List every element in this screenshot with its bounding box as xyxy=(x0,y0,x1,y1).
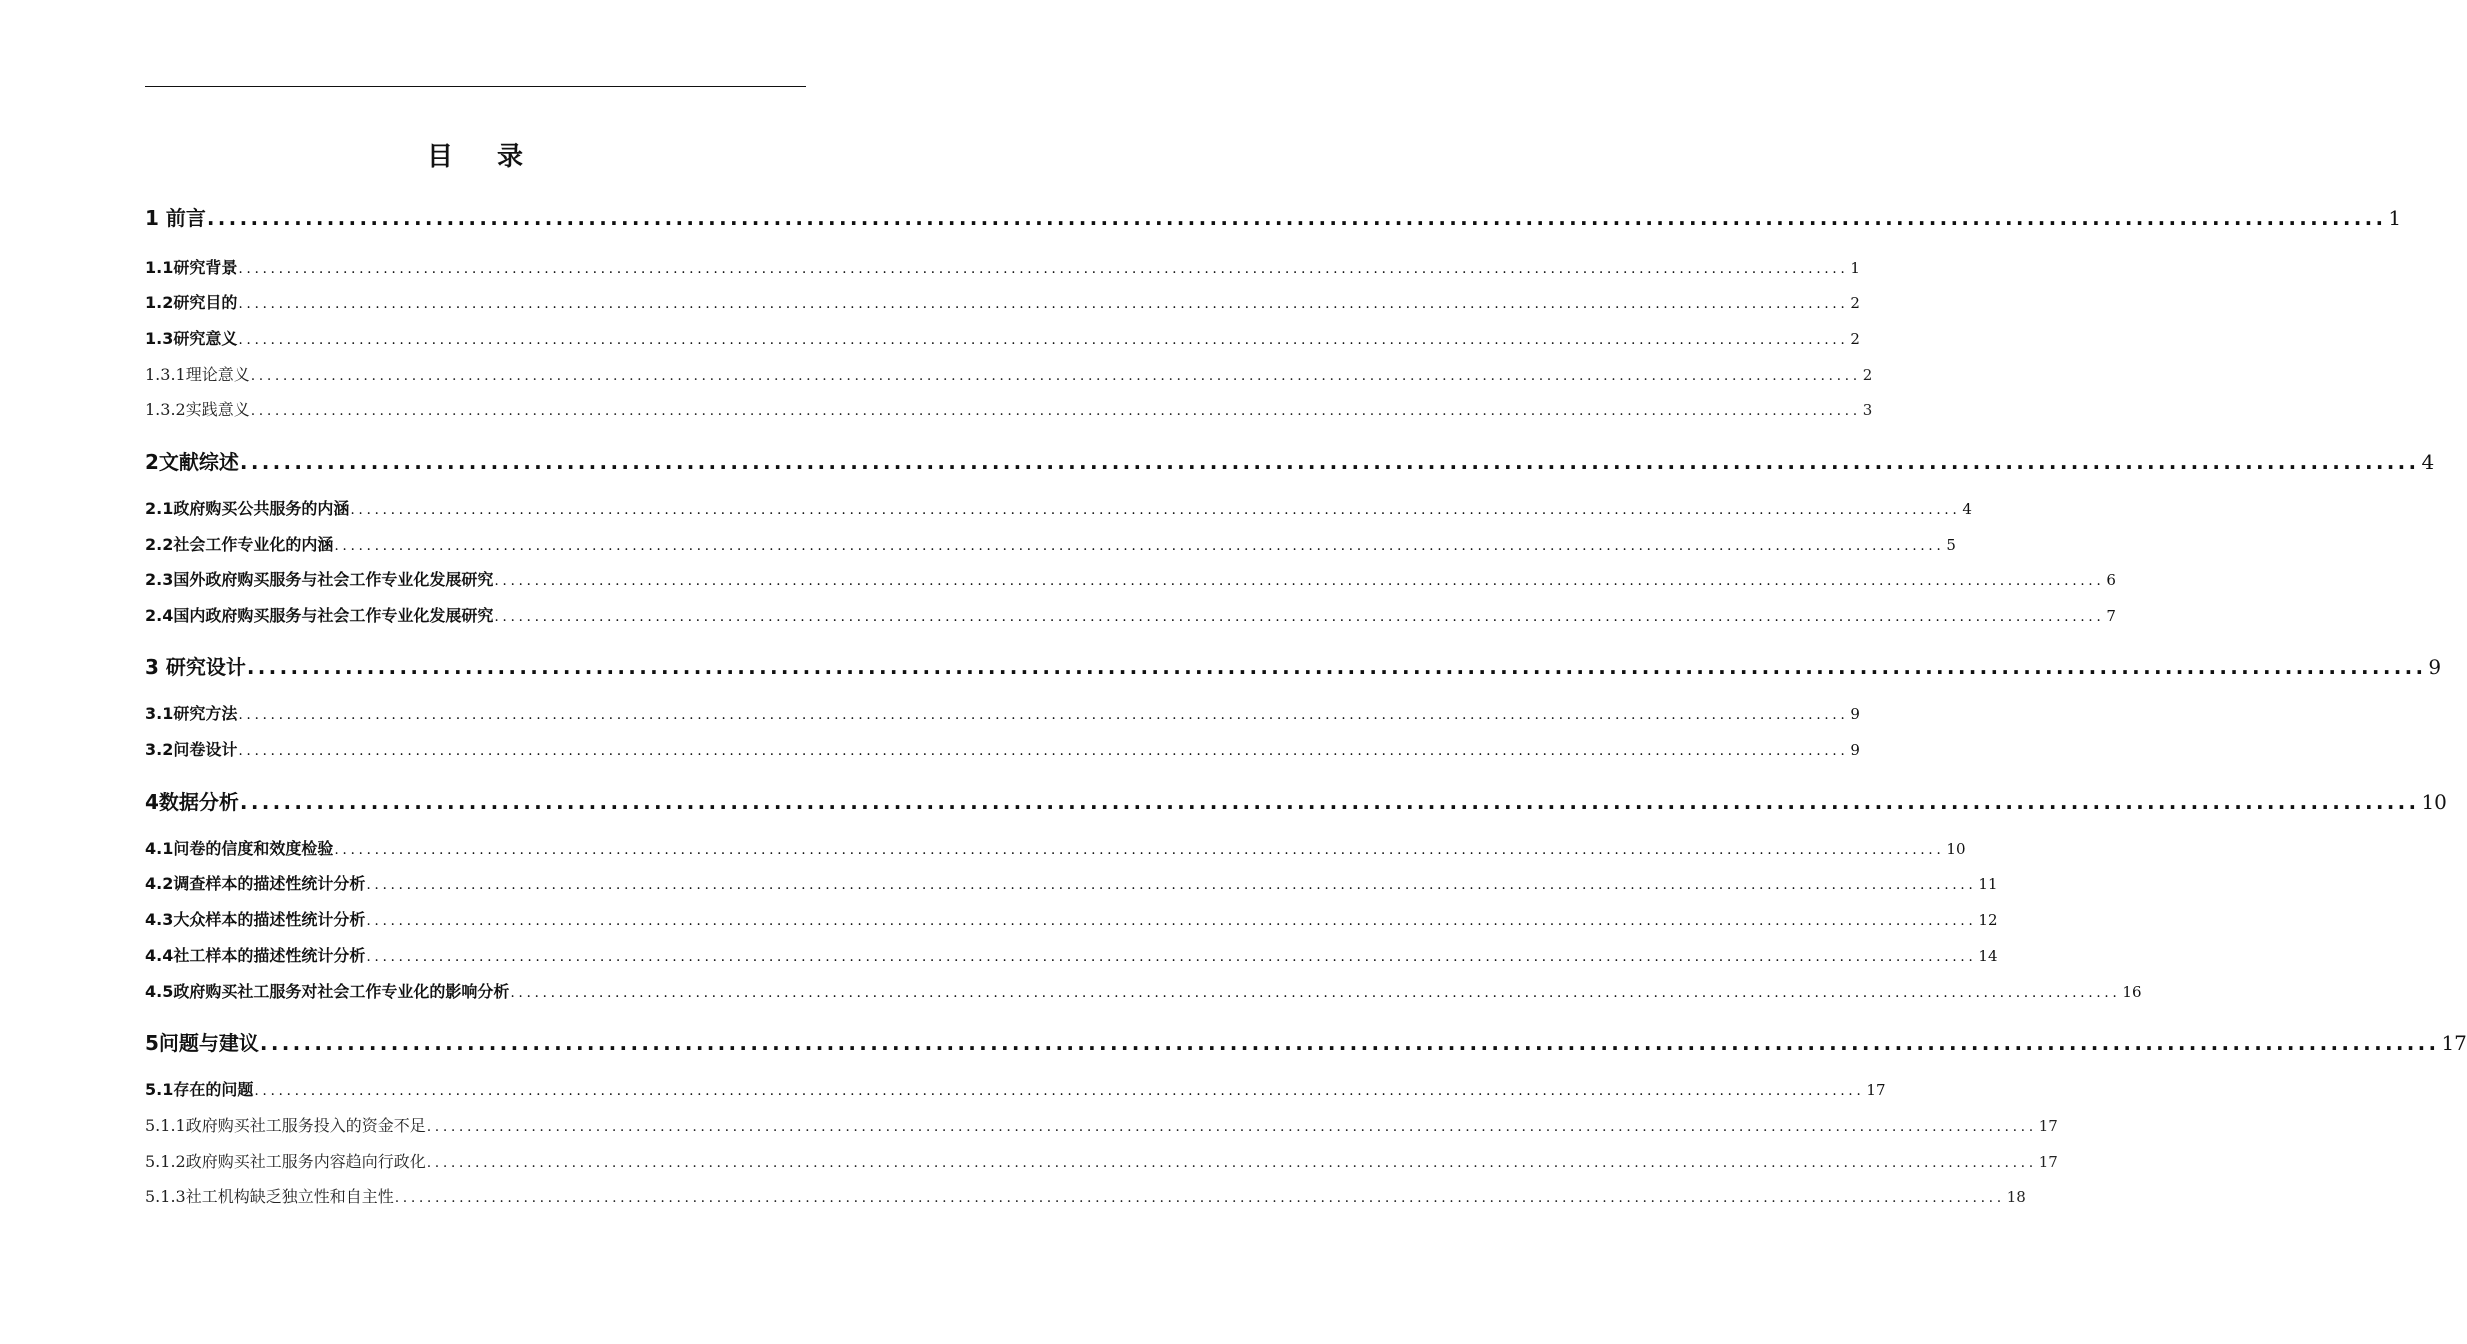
toc-entry-label: 1 前言 xyxy=(145,206,206,230)
toc-leader-dots: ........................................................................................................................................................................................................ xyxy=(334,538,1945,554)
header-rule xyxy=(145,86,806,87)
toc-leader-dots: ........................................................................................................................................................................................................ xyxy=(426,1155,2037,1171)
toc-entry-label: 5.1存在的问题 xyxy=(145,1080,254,1099)
toc-leader-dots: ........................................................................................................................................................................................................ xyxy=(366,949,1977,965)
toc-entry[interactable] xyxy=(145,1184,2026,1207)
toc-entry-label: 3.2问卷设计 xyxy=(145,740,238,759)
toc-entry-label: 4.2调查样本的描述性统计分析 xyxy=(145,874,366,893)
toc-entry-label: 4.5政府购买社工服务对社会工作专业化的影响分析 xyxy=(145,982,510,1001)
toc-entry[interactable] xyxy=(145,979,2142,1002)
toc-entry-page: 9 xyxy=(1850,741,1860,759)
toc-entry-page: 1 xyxy=(1850,259,1860,277)
toc-entry-page: 9 xyxy=(1850,705,1860,723)
toc-entry[interactable] xyxy=(145,1027,2467,1056)
toc-entry-label: 5.1.1政府购买社工服务投入的资金不足 xyxy=(145,1116,426,1135)
toc-entry-label: 5问题与建议 xyxy=(145,1031,259,1055)
toc-entry[interactable] xyxy=(145,651,2442,680)
toc-entry[interactable] xyxy=(145,362,1873,385)
toc-entry-label: 2.2社会工作专业化的内涵 xyxy=(145,535,334,554)
toc-entry-page: 7 xyxy=(2106,607,2116,625)
toc-entry-label: 4数据分析 xyxy=(145,790,239,814)
toc-leader-dots: ........................................................................................................................................................................................................ xyxy=(510,985,2121,1001)
toc-entry-label: 2文献综述 xyxy=(145,450,239,474)
toc-entry-label: 4.4社工样本的描述性统计分析 xyxy=(145,946,366,965)
toc-entry-label: 1.2研究目的 xyxy=(145,293,238,312)
toc-leader-dots: ........................................................................................................................................................................................................ xyxy=(259,1031,2440,1055)
toc-entry[interactable] xyxy=(145,1113,2058,1136)
toc-entry-label: 1.1研究背景 xyxy=(145,258,238,277)
toc-entry-label: 1.3.1理论意义 xyxy=(145,365,250,384)
toc-entry[interactable] xyxy=(145,496,1972,519)
toc-entry-page: 5 xyxy=(1946,536,1956,554)
toc-entry[interactable] xyxy=(145,532,1956,555)
toc-entry-page: 10 xyxy=(2421,790,2447,814)
toc-entry[interactable] xyxy=(145,326,1860,349)
toc-entry-label: 2.3国外政府购买服务与社会工作专业化发展研究 xyxy=(145,570,494,589)
toc-leader-dots: ........................................................................................................................................................................................................ xyxy=(366,913,1977,929)
toc-entry-label: 1.3.2实践意义 xyxy=(145,400,250,419)
toc-entry-label: 1.3研究意义 xyxy=(145,329,238,348)
toc-entry-label: 3.1研究方法 xyxy=(145,704,238,723)
toc-leader-dots: ........................................................................................................................................................................................................ xyxy=(239,790,2420,814)
toc-entry-page: 18 xyxy=(2006,1188,2026,1206)
toc-entry-page: 17 xyxy=(2038,1153,2058,1171)
toc-entry-page: 16 xyxy=(2122,983,2142,1001)
toc-leader-dots: ........................................................................................................................................................................................................ xyxy=(394,1190,2005,1206)
toc-entry[interactable] xyxy=(145,836,1966,859)
toc-entry-page: 4 xyxy=(2421,450,2435,474)
page-title: 目录 xyxy=(426,142,567,172)
toc-leader-dots: ........................................................................................................................................................................................................ xyxy=(239,450,2420,474)
toc-entry-page: 10 xyxy=(1946,840,1966,858)
toc-entry[interactable] xyxy=(145,907,1998,930)
toc-leader-dots: ........................................................................................................................................................................................................ xyxy=(206,206,2387,230)
toc-entry-page: 11 xyxy=(1978,875,1998,893)
toc-entry[interactable] xyxy=(145,567,2116,590)
toc-leader-dots: ........................................................................................................................................................................................................ xyxy=(238,296,1849,312)
toc-entry-label: 2.1政府购买公共服务的内涵 xyxy=(145,499,350,518)
toc-entry-page: 2 xyxy=(1850,330,1860,348)
toc-entry[interactable] xyxy=(145,701,1860,724)
toc-leader-dots: ........................................................................................................................................................................................................ xyxy=(426,1119,2037,1135)
toc-entry[interactable] xyxy=(145,202,2402,231)
toc-entry-page: 14 xyxy=(1978,947,1998,965)
toc-entry[interactable] xyxy=(145,737,1860,760)
toc-leader-dots: ........................................................................................................................................................................................................ xyxy=(246,655,2427,679)
toc-entry-page: 17 xyxy=(1866,1081,1886,1099)
toc-entry[interactable] xyxy=(145,943,1998,966)
toc-entry-label: 3 研究设计 xyxy=(145,655,246,679)
toc-entry[interactable] xyxy=(145,446,2435,475)
toc-entry[interactable] xyxy=(145,255,1860,278)
toc-entry-page: 3 xyxy=(1862,401,1873,419)
toc-leader-dots: ........................................................................................................................................................................................................ xyxy=(494,609,2105,625)
toc-entry[interactable] xyxy=(145,397,1873,420)
toc-leader-dots: ........................................................................................................................................................................................................ xyxy=(238,707,1849,723)
toc-entry-page: 2 xyxy=(1850,294,1860,312)
toc-leader-dots: ........................................................................................................................................................................................................ xyxy=(250,403,1861,419)
toc-entry[interactable] xyxy=(145,1149,2058,1172)
toc-leader-dots: ........................................................................................................................................................................................................ xyxy=(494,573,2105,589)
toc-leader-dots: ........................................................................................................................................................................................................ xyxy=(238,743,1849,759)
toc-entry[interactable] xyxy=(145,786,2447,815)
toc-leader-dots: ........................................................................................................................................................................................................ xyxy=(350,502,1961,518)
toc-entry-label: 5.1.2政府购买社工服务内容趋向行政化 xyxy=(145,1152,426,1171)
toc-entry-page: 2 xyxy=(1862,366,1873,384)
toc-entry-page: 12 xyxy=(1978,911,1998,929)
toc-leader-dots: ........................................................................................................................................................................................................ xyxy=(366,877,1977,893)
toc-entry[interactable] xyxy=(145,603,2116,626)
toc-entry-page: 1 xyxy=(2388,206,2402,230)
toc-entry-page: 17 xyxy=(2038,1117,2058,1135)
toc-entry[interactable] xyxy=(145,1077,1886,1100)
toc-leader-dots: ........................................................................................................................................................................................................ xyxy=(250,368,1861,384)
toc-entry-label: 2.4国内政府购买服务与社会工作专业化发展研究 xyxy=(145,606,494,625)
toc-entry-label: 5.1.3社工机构缺乏独立性和自主性 xyxy=(145,1187,394,1206)
toc-entry-page: 17 xyxy=(2441,1031,2467,1055)
toc-entry-page: 4 xyxy=(1962,500,1972,518)
toc-entry-page: 9 xyxy=(2428,655,2442,679)
toc-entry[interactable] xyxy=(145,290,1860,313)
toc-entry-page: 6 xyxy=(2106,571,2116,589)
toc-leader-dots: ........................................................................................................................................................................................................ xyxy=(238,332,1849,348)
toc-leader-dots: ........................................................................................................................................................................................................ xyxy=(254,1083,1865,1099)
toc-entry-label: 4.3大众样本的描述性统计分析 xyxy=(145,910,366,929)
toc-leader-dots: ........................................................................................................................................................................................................ xyxy=(238,261,1849,277)
toc-leader-dots: ........................................................................................................................................................................................................ xyxy=(334,842,1945,858)
toc-entry-label: 4.1问卷的信度和效度检验 xyxy=(145,839,334,858)
toc-entry[interactable] xyxy=(145,871,1998,894)
